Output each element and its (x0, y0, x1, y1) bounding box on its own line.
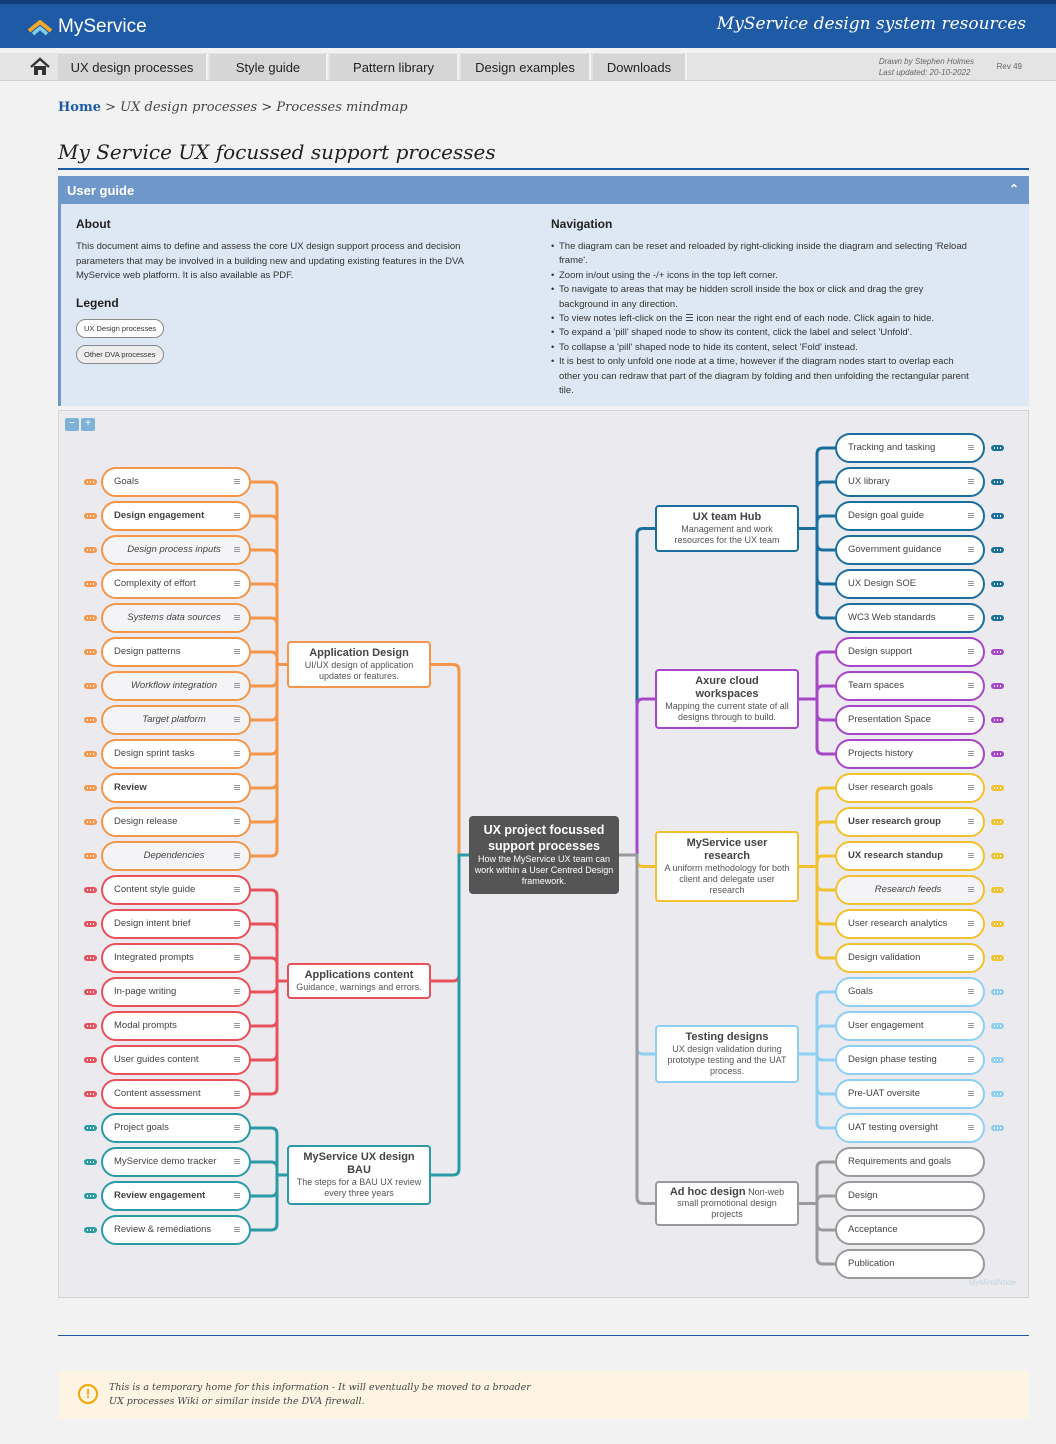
breadcrumb (58, 100, 408, 115)
fold-toggle-icon[interactable] (991, 513, 1004, 519)
fold-toggle-icon[interactable] (84, 989, 97, 995)
node-label: Design engagement (114, 510, 205, 521)
legend-heading: Legend (76, 296, 119, 310)
notes-icon[interactable] (968, 1023, 974, 1029)
nav-item-downloads[interactable]: Downloads (593, 54, 687, 80)
node-user-research-group[interactable] (835, 807, 985, 837)
notes-icon[interactable] (234, 1125, 240, 1131)
notes-icon[interactable] (234, 887, 240, 893)
node-content-style-guide[interactable] (101, 875, 251, 905)
central-node-title: UX project focussed support processes (483, 823, 605, 853)
branch-myservice-user-research[interactable] (655, 831, 799, 902)
node-user-guides-content[interactable] (101, 1045, 251, 1075)
notes-icon[interactable] (234, 1057, 240, 1063)
revision-label: Rev 49 (996, 62, 1022, 71)
node-workflow-integration[interactable] (101, 671, 251, 701)
branch-testing-designs[interactable] (655, 1025, 799, 1083)
node-label: Design validation (848, 952, 921, 963)
navigation-heading: Navigation (551, 217, 613, 231)
node-target-platform[interactable] (101, 705, 251, 735)
branch-ad-hoc-design[interactable] (655, 1181, 799, 1226)
fold-toggle-icon[interactable] (84, 955, 97, 961)
fold-toggle-icon[interactable] (991, 921, 1004, 927)
notes-icon[interactable] (968, 955, 974, 961)
fold-toggle-icon[interactable] (991, 649, 1004, 655)
node-design-intent-brief[interactable] (101, 909, 251, 939)
branch-description: The steps for a BAU UX review every three years (296, 1177, 422, 1198)
fold-toggle-icon[interactable] (84, 1125, 97, 1131)
user-guide-panel (58, 204, 1029, 406)
fold-toggle-icon[interactable] (84, 717, 97, 723)
page-meta (879, 56, 974, 78)
node-label: Content style guide (114, 884, 196, 895)
node-label: Acceptance (848, 1224, 898, 1235)
node-label: Review engagement (114, 1190, 206, 1201)
node-design-process-inputs[interactable] (101, 535, 251, 565)
top-header (0, 0, 1056, 48)
node-design-engagement[interactable] (101, 501, 251, 531)
node-requirements-and-goals[interactable] (835, 1147, 985, 1177)
branch-title: Ad hoc design (669, 1186, 746, 1198)
notes-icon[interactable] (968, 853, 974, 859)
node-label: WC3 Web standards (848, 612, 936, 623)
node-government-guidance[interactable] (835, 535, 985, 565)
node-presentation-space[interactable] (835, 705, 985, 735)
node-publication[interactable] (835, 1249, 985, 1279)
zoom-out-button[interactable]: − (65, 418, 79, 431)
node-review[interactable] (101, 773, 251, 803)
node-label: Goals (114, 476, 139, 487)
legend-other-dva-processes: Other DVA processes (76, 345, 164, 364)
notes-icon[interactable] (234, 1159, 240, 1165)
node-content-assessment[interactable] (101, 1079, 251, 1109)
fold-toggle-icon[interactable] (991, 479, 1004, 485)
node-label: Review (114, 782, 147, 793)
branch-title: MyService UX design BAU (303, 1151, 415, 1176)
zoom-in-button[interactable]: + (81, 418, 95, 431)
fold-toggle-icon[interactable] (991, 955, 1004, 961)
node-label: UAT testing oversight (848, 1122, 938, 1133)
legend-ux-design-processes: UX Design processes (76, 319, 164, 338)
node-label: UX Design SOE (848, 578, 917, 589)
fold-toggle-icon[interactable] (991, 853, 1004, 859)
main-nav (0, 53, 1056, 81)
about-heading: About (76, 217, 111, 231)
notes-icon[interactable] (968, 989, 974, 995)
branch-myservice-ux-design-bau[interactable] (287, 1145, 431, 1205)
node-label: Design patterns (114, 646, 181, 657)
notes-icon[interactable] (234, 683, 240, 689)
notes-icon[interactable] (968, 819, 974, 825)
fold-toggle-icon[interactable] (991, 615, 1004, 621)
instruction-item: • To collapse a 'pill' shaped node to hide its content, select 'Fold' instead. (551, 341, 971, 355)
node-tracking-and-tasking[interactable] (835, 433, 985, 463)
fold-toggle-icon[interactable] (991, 581, 1004, 587)
node-user-research-goals[interactable] (835, 773, 985, 803)
fold-toggle-icon[interactable] (84, 1023, 97, 1029)
notes-icon[interactable] (234, 819, 240, 825)
branch-application-design[interactable] (287, 641, 431, 688)
breadcrumb-home-link[interactable]: Home (58, 100, 101, 115)
node-label: User guides content (114, 1054, 199, 1065)
notes-icon[interactable] (968, 1125, 974, 1131)
instruction-item: • To navigate to areas that may be hidden scroll inside the box or click and drag the grey background in any direction. (551, 283, 971, 312)
navigation-instructions (551, 240, 971, 398)
notes-icon[interactable] (234, 751, 240, 757)
node-label: MyService demo tracker (114, 1156, 217, 1167)
node-wc3-web-standards[interactable] (835, 603, 985, 633)
node-uat-testing-oversight[interactable] (835, 1113, 985, 1143)
node-goals[interactable] (835, 977, 985, 1007)
node-pre-uat-oversite[interactable] (835, 1079, 985, 1109)
node-projects-history[interactable] (835, 739, 985, 769)
notes-icon[interactable] (234, 513, 240, 519)
node-in-page-writing[interactable] (101, 977, 251, 1007)
node-label: Tracking and tasking (848, 442, 936, 453)
branch-title: MyService user research (686, 837, 768, 862)
notes-icon[interactable] (968, 445, 974, 451)
node-label: Design goal guide (848, 510, 925, 521)
last-updated: Last updated: 20-10-2022 (878, 68, 971, 77)
node-label: Target platform (142, 714, 206, 725)
node-user-engagement[interactable] (835, 1011, 985, 1041)
node-label: Dependencies (143, 850, 205, 861)
notes-icon[interactable] (968, 921, 974, 927)
notes-icon[interactable] (234, 1193, 240, 1199)
site-title: MyService design system resources (716, 14, 1026, 34)
node-systems-data-sources[interactable] (101, 603, 251, 633)
node-design-patterns[interactable] (101, 637, 251, 667)
node-label: Projects history (848, 748, 913, 759)
fold-toggle-icon[interactable] (991, 445, 1004, 451)
node-label: Design sprint tasks (114, 748, 195, 759)
user-guide-toggle[interactable] (58, 176, 1029, 204)
fold-toggle-icon[interactable] (84, 547, 97, 553)
notes-icon[interactable] (968, 649, 974, 655)
node-label: Requirements and goals (848, 1156, 951, 1167)
brand-name: MyService (58, 16, 147, 37)
branch-description: UI/UX design of application updates or features. (304, 660, 414, 681)
node-label: Complexity of effort (114, 578, 196, 589)
notes-icon[interactable] (234, 955, 240, 961)
fold-toggle-icon[interactable] (991, 785, 1004, 791)
fold-toggle-icon[interactable] (84, 1091, 97, 1097)
notice-text-line: This is a temporary home for this information - It will eventually be moved to a broader (109, 1382, 531, 1393)
branch-description: A uniform methodology for both client and delegate user research (664, 863, 790, 895)
node-label: Goals (848, 986, 873, 997)
about-text: This document aims to define and assess the core UX design support process and decision parameters that may be involved in a building new and updating existing features in the DVA MyService web platform. It is also available as PDF. (76, 241, 464, 281)
node-modal-prompts[interactable] (101, 1011, 251, 1041)
fold-toggle-icon[interactable] (991, 1125, 1004, 1131)
node-ux-design-soe[interactable] (835, 569, 985, 599)
notes-icon[interactable] (234, 1023, 240, 1029)
node-label: Design process inputs (127, 544, 221, 555)
mindmap-canvas[interactable] (58, 410, 1029, 1298)
notes-icon[interactable] (234, 547, 240, 553)
fold-toggle-icon[interactable] (84, 649, 97, 655)
notes-icon[interactable] (968, 887, 974, 893)
node-design[interactable] (835, 1181, 985, 1211)
fold-toggle-icon[interactable] (991, 1091, 1004, 1097)
notes-icon[interactable] (234, 989, 240, 995)
node-label: Workflow integration (130, 680, 218, 691)
notes-icon[interactable] (968, 717, 974, 723)
fold-toggle-icon[interactable] (84, 853, 97, 859)
branch-description: UX design validation during prototype testing and the UAT process. (667, 1044, 787, 1076)
node-label: Design release (114, 816, 178, 827)
node-team-spaces[interactable] (835, 671, 985, 701)
node-label: Review & remediations (114, 1224, 212, 1235)
node-label: User engagement (848, 1020, 924, 1031)
node-label: Modal prompts (114, 1020, 177, 1031)
notes-icon[interactable] (234, 615, 240, 621)
node-label: Pre-UAT oversite (848, 1088, 920, 1099)
node-design-release[interactable] (101, 807, 251, 837)
drawn-by: Drawn by Stephen Holmes (878, 57, 974, 66)
nav-item-ux-design-processes[interactable]: UX design processes (58, 54, 208, 80)
fold-toggle-icon[interactable] (991, 683, 1004, 689)
fold-toggle-icon[interactable] (84, 1227, 97, 1233)
node-label: Team spaces (848, 680, 904, 691)
instruction-item: • To view notes left-click on the ☰ icon near the right end of each node. Click again to hide. (551, 312, 971, 326)
node-label: Presentation Space (848, 714, 931, 725)
notes-icon[interactable] (234, 921, 240, 927)
breadcrumb-section-link[interactable]: UX design processes (120, 100, 258, 115)
node-label: Content assessment (114, 1088, 201, 1099)
fold-toggle-icon[interactable] (84, 513, 97, 519)
branch-title: Axure cloud workspaces (695, 675, 759, 700)
branch-title: Applications content (304, 969, 414, 981)
fold-toggle-icon[interactable] (84, 581, 97, 587)
notes-icon[interactable] (968, 513, 974, 519)
node-label: Publication (848, 1258, 895, 1269)
node-review-engagement[interactable] (101, 1181, 251, 1211)
notes-icon[interactable] (968, 479, 974, 485)
brand-logo-icon (28, 18, 52, 36)
notes-icon[interactable] (234, 853, 240, 859)
node-label: In-page writing (114, 986, 177, 997)
fold-toggle-icon[interactable] (991, 717, 1004, 723)
notes-icon[interactable] (968, 683, 974, 689)
node-label: User research group (848, 816, 941, 827)
chevron-up-icon[interactable]: ⌃ (1008, 182, 1019, 196)
fold-toggle-icon[interactable] (991, 751, 1004, 757)
notes-icon[interactable] (234, 785, 240, 791)
branch-description: Guidance, warnings and errors. (296, 982, 422, 992)
node-integrated-prompts[interactable] (101, 943, 251, 973)
notes-icon[interactable] (968, 581, 974, 587)
node-design-phase-testing[interactable] (835, 1045, 985, 1075)
fold-toggle-icon[interactable] (991, 989, 1004, 995)
fold-toggle-icon[interactable] (84, 479, 97, 485)
breadcrumb-current: Processes mindmap (276, 100, 408, 115)
node-design-validation[interactable] (835, 943, 985, 973)
branch-description: Management and work resources for the UX team (674, 524, 780, 545)
instruction-item: • It is best to only unfold one node at a time, however if the diagram nodes start to overlap each other you can redraw that part of the diagram by folding and then unfolding the rectangular parent tile. (551, 355, 971, 398)
node-complexity-of-effort[interactable] (101, 569, 251, 599)
notes-icon[interactable] (968, 1057, 974, 1063)
notes-icon[interactable] (968, 615, 974, 621)
notes-icon[interactable] (234, 649, 240, 655)
fold-toggle-icon[interactable] (991, 1057, 1004, 1063)
notes-icon[interactable] (968, 785, 974, 791)
user-guide-title: User guide (67, 183, 135, 198)
fold-toggle-icon[interactable] (84, 1159, 97, 1165)
branch-description: Mapping the current state of all designs through to build. (665, 701, 789, 722)
node-project-goals[interactable] (101, 1113, 251, 1143)
instruction-item: • The diagram can be reset and reloaded by right-clicking inside the diagram and selecting 'Reload frame'. (551, 240, 971, 269)
fold-toggle-icon[interactable] (84, 615, 97, 621)
notes-icon[interactable] (968, 751, 974, 757)
node-myservice-demo-tracker[interactable] (101, 1147, 251, 1177)
node-label: Design intent brief (114, 918, 191, 929)
fold-toggle-icon[interactable] (991, 819, 1004, 825)
fold-toggle-icon[interactable] (84, 887, 97, 893)
node-user-research-analytics[interactable] (835, 909, 985, 939)
breadcrumb-separator: > (105, 100, 117, 115)
instruction-item: • Zoom in/out using the -/+ icons in the top left corner. (551, 269, 971, 283)
nav-item-design-examples[interactable]: Design examples (461, 54, 591, 80)
node-design-sprint-tasks[interactable] (101, 739, 251, 769)
notice-text (109, 1381, 709, 1409)
notes-icon[interactable] (234, 1091, 240, 1097)
page-title: My Service UX focussed support processes (58, 140, 1029, 170)
node-label: Systems data sources (127, 612, 221, 623)
mymindnode-watermark: MyMindNode (968, 1278, 1016, 1287)
fold-toggle-icon[interactable] (991, 547, 1004, 553)
fold-toggle-icon[interactable] (84, 921, 97, 927)
notice-text-line: UX processes Wiki or similar inside the DVA firewall. (109, 1396, 365, 1407)
brand[interactable] (28, 16, 147, 38)
node-label: UX library (848, 476, 890, 487)
node-ux-research-standup[interactable] (835, 841, 985, 871)
central-node-description: How the MyService UX team can work within a User Centred Design framework. (474, 854, 614, 886)
branch-ux-team-hub[interactable] (655, 505, 799, 552)
branch-title: Testing designs (685, 1031, 769, 1043)
fold-toggle-icon[interactable] (991, 1023, 1004, 1029)
node-label: User research goals (848, 782, 934, 793)
footer-divider (58, 1335, 1029, 1336)
node-label: Research feeds (874, 884, 942, 895)
notes-icon[interactable] (234, 479, 240, 485)
home-icon[interactable] (26, 57, 54, 77)
node-label: UX research standup (848, 850, 944, 861)
node-research-feeds[interactable] (835, 875, 985, 905)
nav-item-style-guide[interactable]: Style guide (210, 54, 328, 80)
fold-toggle-icon[interactable] (84, 819, 97, 825)
node-dependencies[interactable] (101, 841, 251, 871)
central-node[interactable] (469, 816, 619, 894)
fold-toggle-icon[interactable] (84, 785, 97, 791)
notes-icon[interactable] (968, 1091, 974, 1097)
node-ux-library[interactable] (835, 467, 985, 497)
instruction-item: • To expand a 'pill' shaped node to show its content, click the label and select 'Unfold'. (551, 326, 971, 340)
branch-title: Application Design (309, 647, 409, 659)
node-label: Design support (848, 646, 912, 657)
notice-banner (58, 1371, 1029, 1419)
notes-icon[interactable] (968, 547, 974, 553)
notes-icon[interactable] (234, 717, 240, 723)
node-label: Design (848, 1190, 878, 1201)
node-label: Government guidance (848, 544, 942, 555)
branch-title: UX team Hub (692, 511, 762, 523)
notes-icon[interactable] (234, 581, 240, 587)
node-design-support[interactable] (835, 637, 985, 667)
node-review-remediations[interactable] (101, 1215, 251, 1245)
fold-toggle-icon[interactable] (84, 683, 97, 689)
node-label: Project goals (114, 1122, 169, 1133)
node-design-goal-guide[interactable] (835, 501, 985, 531)
node-goals[interactable] (101, 467, 251, 497)
nav-item-pattern-library[interactable]: Pattern library (330, 54, 459, 80)
fold-toggle-icon[interactable] (84, 751, 97, 757)
fold-toggle-icon[interactable] (991, 887, 1004, 893)
node-label: Design phase testing (848, 1054, 937, 1065)
branch-description: Non-web small promotional design projects (677, 1187, 785, 1219)
fold-toggle-icon[interactable] (84, 1057, 97, 1063)
node-acceptance[interactable] (835, 1215, 985, 1245)
notes-icon[interactable] (234, 1227, 240, 1233)
warning-icon: ! (78, 1384, 98, 1404)
branch-applications-content[interactable] (287, 963, 431, 999)
branch-axure-cloud-workspaces[interactable] (655, 669, 799, 729)
node-label: User research analytics (848, 918, 948, 929)
breadcrumb-separator: > (261, 100, 273, 115)
node-label: Integrated prompts (114, 952, 194, 963)
fold-toggle-icon[interactable] (84, 1193, 97, 1199)
